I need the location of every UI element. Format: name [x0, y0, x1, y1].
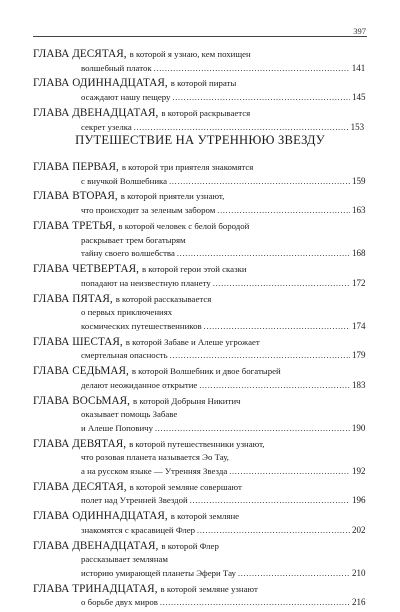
chapter-description: космических путешественников [81, 320, 202, 331]
chapter-heading: ГЛАВА ДЕВЯТАЯ, [33, 437, 127, 450]
dot-leader [169, 175, 350, 189]
chapter-description: в которой приятели узнают, [120, 191, 225, 202]
chapter-description: знакомятся с красавицей Флер [81, 524, 196, 535]
toc-entry [33, 540, 364, 581]
chapter-page-number: 192 [352, 465, 366, 476]
toc-entry [33, 161, 364, 188]
toc-entry [33, 438, 364, 479]
dot-leader [154, 62, 350, 76]
toc-entry-continuation-line [33, 91, 364, 105]
dot-leader [155, 422, 350, 436]
chapter-page-number: 190 [351, 422, 366, 433]
chapter-description: секрет узелка [81, 121, 132, 132]
dot-leader [197, 524, 350, 538]
chapter-description: что происходит за зеленым забором [81, 205, 216, 216]
toc-entry-first-line [33, 107, 364, 121]
toc-entry [33, 107, 364, 134]
header-rule [33, 36, 367, 37]
dot-leader [213, 277, 350, 291]
toc-entry-continuation-line [33, 349, 364, 363]
toc-entry [33, 365, 364, 392]
chapter-heading: ГЛАВА ПЕРВАЯ, [33, 161, 119, 173]
chapter-description: в которой путешественники узнают, [129, 438, 265, 449]
chapter-page-number: 145 [352, 92, 366, 103]
chapter-description: осаждают нашу пещеру [81, 92, 171, 103]
toc-entry-first-line [33, 583, 364, 597]
chapter-description: волшебный платок [81, 62, 152, 73]
chapter-description: в которой я узнаю, кем похищен [129, 49, 251, 59]
toc-entry [33, 77, 364, 104]
dot-leader [199, 379, 350, 393]
chapter-description: делают неожиданное открытие [81, 379, 198, 390]
dot-leader [170, 349, 350, 363]
chapter-heading: ГЛАВА ШЕСТАЯ, [33, 335, 123, 348]
toc-entry-continuation-line [33, 379, 364, 393]
chapter-description: полет над Утренней Звездой [81, 495, 188, 506]
dot-leader [204, 320, 350, 334]
chapter-heading: ГЛАВА ДЕСЯТАЯ, [33, 48, 127, 60]
dot-leader [177, 247, 350, 261]
chapter-description: в которой Добрыня Никитич [133, 395, 241, 406]
chapter-heading: ГЛАВА ЧЕТВЕРТАЯ, [33, 263, 139, 276]
chapter-description: историю умирающей планеты Эфери Тау [81, 567, 236, 578]
toc-entry [33, 48, 364, 75]
chapter-description: в которой человек с белой бородой [118, 220, 250, 231]
chapter-page-number: 202 [352, 524, 366, 535]
chapter-description: оказывает помощь Забаве [81, 409, 178, 420]
toc-entry [33, 510, 364, 537]
toc-entry-first-line [33, 438, 364, 452]
chapter-heading: ГЛАВА ВТОРАЯ, [33, 190, 118, 203]
toc-top-list [33, 48, 364, 136]
toc-entry-continuation-line [33, 567, 364, 581]
chapter-heading: ГЛАВА ТРЕТЬЯ, [33, 219, 116, 232]
chapter-description: в которой Забаве и Алеше угрожает [125, 336, 260, 347]
chapter-description: в которой герои этой сказки [141, 264, 247, 275]
dot-leader [229, 465, 350, 479]
chapter-page-number: 179 [352, 350, 366, 361]
toc-entry-continuation-line [33, 524, 364, 538]
chapter-page-number: 172 [352, 277, 366, 288]
toc-entry-continuation-line [33, 247, 364, 261]
toc-entry-continuation-line [33, 596, 364, 610]
toc-entry [33, 481, 364, 508]
toc-entry-first-line [33, 336, 364, 350]
toc-entry-first-line [33, 540, 364, 554]
toc-entry-first-line [33, 190, 364, 204]
page-number: 397 [353, 26, 366, 36]
toc-entry-continuation-line [33, 306, 364, 320]
chapter-heading: ГЛАВА ДЕСЯТАЯ, [33, 480, 127, 493]
chapter-description: в которой пираты [170, 78, 237, 89]
chapter-page-number: 141 [351, 62, 366, 73]
toc-entry-continuation-line [33, 320, 364, 334]
toc-entry-first-line [33, 481, 364, 495]
chapter-description: в которой три приятеля знакомятся [121, 162, 254, 172]
section-title: ПУТЕШЕСТВИЕ НА УТРЕННЮЮ ЗВЕЗДУ [75, 133, 325, 147]
toc-entry [33, 336, 364, 363]
toc-entry-continuation-line [33, 234, 364, 248]
dot-leader [172, 91, 350, 105]
chapter-description: в которой Флер [161, 540, 219, 551]
toc-main-list [33, 161, 364, 612]
chapter-description: в которой Волшебник и двое богатырей [131, 366, 281, 377]
toc-entry [33, 220, 364, 261]
chapter-heading: ГЛАВА ОДИННАДЦАТАЯ, [33, 77, 168, 90]
chapter-description: тайну своего волшебства [81, 248, 175, 259]
chapter-description: с внучкой Волшебника [81, 175, 168, 186]
toc-entry-continuation-line [33, 451, 364, 465]
toc-entry-continuation-line [33, 175, 364, 189]
toc-entry-continuation-line [33, 62, 364, 76]
chapter-description: попадают на неизвестную планету [81, 277, 211, 288]
chapter-page-number: 183 [352, 379, 366, 390]
toc-entry-continuation-line [33, 277, 364, 291]
chapter-description: в которой земляне совершают [129, 481, 242, 492]
toc-entry-first-line [33, 48, 364, 62]
toc-entry-first-line [33, 510, 364, 524]
toc-entry [33, 190, 364, 217]
chapter-description: о борьбе двух миров [81, 597, 158, 608]
dot-leader [238, 567, 350, 581]
toc-entry-continuation-line [33, 204, 364, 218]
toc-entry [33, 293, 364, 334]
toc-entry-first-line [33, 161, 364, 175]
chapter-description: в которой раскрывается [161, 107, 251, 118]
chapter-page-number: 168 [352, 248, 366, 259]
chapter-description: что розовая планета называется Эо Тау, [81, 452, 229, 463]
toc-entry-continuation-line [33, 408, 364, 422]
dot-leader [160, 596, 350, 610]
toc-entry [33, 583, 364, 610]
chapter-heading: ГЛАВА ДВЕНАДЦАТАЯ, [33, 539, 159, 552]
chapter-page-number: 196 [352, 495, 366, 506]
toc-entry-first-line [33, 263, 364, 277]
chapter-page-number: 159 [352, 175, 366, 186]
chapter-heading: ГЛАВА ДВЕНАДЦАТАЯ, [33, 106, 159, 119]
chapter-heading: ГЛАВА СЕДЬМАЯ, [33, 365, 129, 378]
toc-entry-first-line [33, 220, 364, 234]
chapter-heading: ГЛАВА ОДИННАДЦАТАЯ, [33, 510, 168, 523]
toc-entry-continuation-line [33, 465, 364, 479]
chapter-page-number: 163 [352, 205, 366, 216]
chapter-page-number: 153 [350, 121, 365, 132]
toc-entry-continuation-line [33, 553, 364, 567]
toc-entry-first-line [33, 365, 364, 379]
chapter-heading: ГЛАВА ТРИНАДЦАТАЯ, [33, 582, 158, 595]
chapter-description: рассказывает землянам [81, 554, 168, 565]
toc-entry [33, 263, 364, 290]
toc-entry [33, 395, 364, 436]
chapter-description: а на русском языке — Утренняя Звезда [81, 465, 228, 476]
chapter-heading: ГЛАВА ПЯТАЯ, [33, 292, 113, 305]
toc-entry-first-line [33, 395, 364, 409]
toc-entry-first-line [33, 293, 364, 307]
chapter-heading: ГЛАВА ВОСЬМАЯ, [33, 394, 131, 407]
chapter-description: о первых приключениях [81, 307, 173, 318]
toc-entry-first-line [33, 77, 364, 91]
toc-entry-continuation-line [33, 494, 364, 508]
chapter-page-number: 174 [352, 320, 366, 331]
chapter-description: и Алеше Поповичу [81, 422, 153, 433]
dot-leader [190, 494, 350, 508]
chapter-page-number: 216 [352, 597, 366, 608]
dot-leader [217, 204, 350, 218]
chapter-description: в которой земляне узнают [160, 583, 258, 594]
toc-entry-continuation-line [33, 422, 364, 436]
chapter-description: в которой рассказывается [115, 293, 212, 304]
chapter-page-number: 210 [352, 567, 366, 578]
chapter-description: раскрывает трем богатырям [81, 234, 186, 245]
chapter-description: смертельная опасность [81, 350, 168, 361]
chapter-description: в которой земляне [170, 511, 240, 522]
